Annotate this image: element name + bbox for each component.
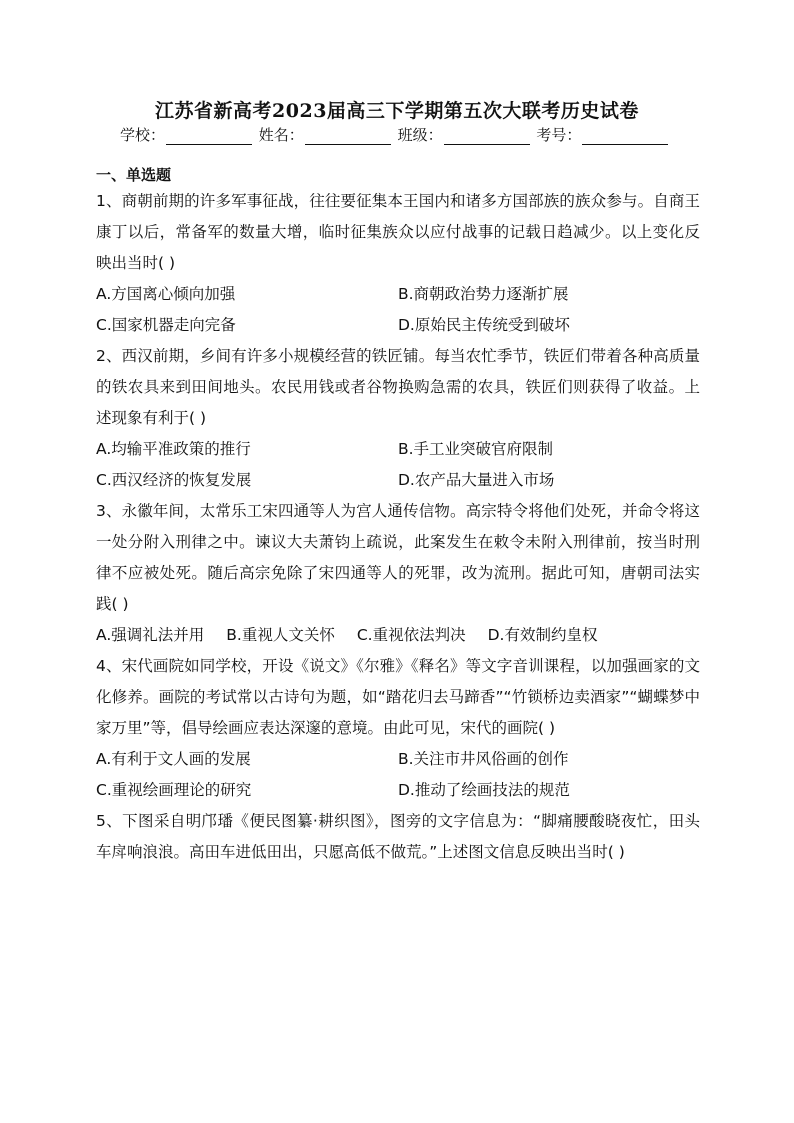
option-d: D.推动了绘画技法的规范: [398, 781, 570, 799]
question-2: [96, 341, 700, 496]
class-label: 班级：: [397, 126, 443, 144]
option-d: D.原始民主传统受到破坏: [398, 316, 570, 334]
class-blank: [444, 128, 530, 145]
option-c: C.国家机器走向完备: [96, 316, 236, 334]
option-b: B.重视人文关怀: [226, 626, 335, 644]
school-blank: [166, 128, 252, 145]
question-stem: 3、永徽年间，太常乐工宋四通等人为宫人通传信物。高宗特令将他们处死，并命令将这一处分附入刑律之中。谏议大夫萧钧上疏说，此案发生在敕令未附入刑律前，按当时刑律不应被处死。随后高宗免除了宋四通等人的死罪，改为流刑。据此可知，唐朝司法实践( ): [96, 502, 700, 613]
option-b: B.商朝政治势力逐渐扩展: [398, 285, 569, 303]
name-blank: [305, 128, 391, 145]
option-b: B.手工业突破官府限制: [398, 440, 554, 458]
option-d: D.有效制约皇权: [487, 626, 598, 644]
question-5: [96, 806, 700, 868]
student-info-row: [120, 124, 670, 145]
number-label: 考号：: [536, 126, 582, 144]
option-b: B.关注市井风俗画的创作: [398, 750, 569, 768]
option-a: A.均输平准政策的推行: [96, 440, 251, 458]
option-a: A.有利于文人画的发展: [96, 750, 251, 768]
question-1: [96, 186, 700, 341]
question-3: [96, 496, 700, 651]
page-title: 江苏省新高考2023届高三下学期第五次大联考历史试卷: [155, 100, 639, 122]
question-stem: 1、商朝前期的许多军事征战，往往要征集本王国内和诸多方国部族的族众参与。自商王康丁以后，常备军的数量大增，临时征集族众以应付战事的记载日趋减少。以上变化反映出当时( ): [96, 192, 700, 272]
question-stem: 4、宋代画院如同学校，开设《说文》《尔雅》《释名》等文字音训课程，以加强画家的文化修养。画院的考试常以古诗句为题，如“踏花归去马蹄香”“竹锁桥边卖酒家”“蝴蝶梦中家万里”等，倡导绘画应表达深邃的意境。由此可见，宋代的画院( ): [96, 657, 700, 737]
question-4: [96, 651, 700, 806]
option-c: C.重视绘画理论的研究: [96, 781, 252, 799]
school-label: 学校：: [120, 126, 166, 144]
question-list: [96, 186, 700, 868]
option-a: A.强调礼法并用: [96, 626, 205, 644]
name-label: 姓名：: [258, 126, 304, 144]
question-stem: 5、下图采自明邝璠《便民图纂·耕织图》，图旁的文字信息为：“脚痛腰酸晓夜忙，田头车戽响浪浪。高田车进低田出，只愿高低不做荒。”上述图文信息反映出当时( ): [96, 812, 700, 861]
option-list: [96, 279, 700, 341]
option-c: C.西汉经济的恢复发展: [96, 471, 252, 489]
question-stem: 2、西汉前期，乡间有许多小规模经营的铁匠铺。每当农忙季节，铁匠们带着各种高质量的铁农具来到田间地头。农民用钱或者谷物换购急需的农具，铁匠们则获得了收益。上述现象有利于( ): [96, 347, 700, 427]
option-a: A.方国离心倾向加强: [96, 285, 236, 303]
option-d: D.农产品大量进入市场: [398, 471, 555, 489]
number-blank: [582, 128, 668, 145]
option-list: [96, 620, 700, 651]
option-list: [96, 434, 700, 496]
option-c: C.重视依法判决: [356, 626, 466, 644]
section-heading: 一、单选题: [96, 166, 172, 184]
option-list: [96, 744, 700, 806]
